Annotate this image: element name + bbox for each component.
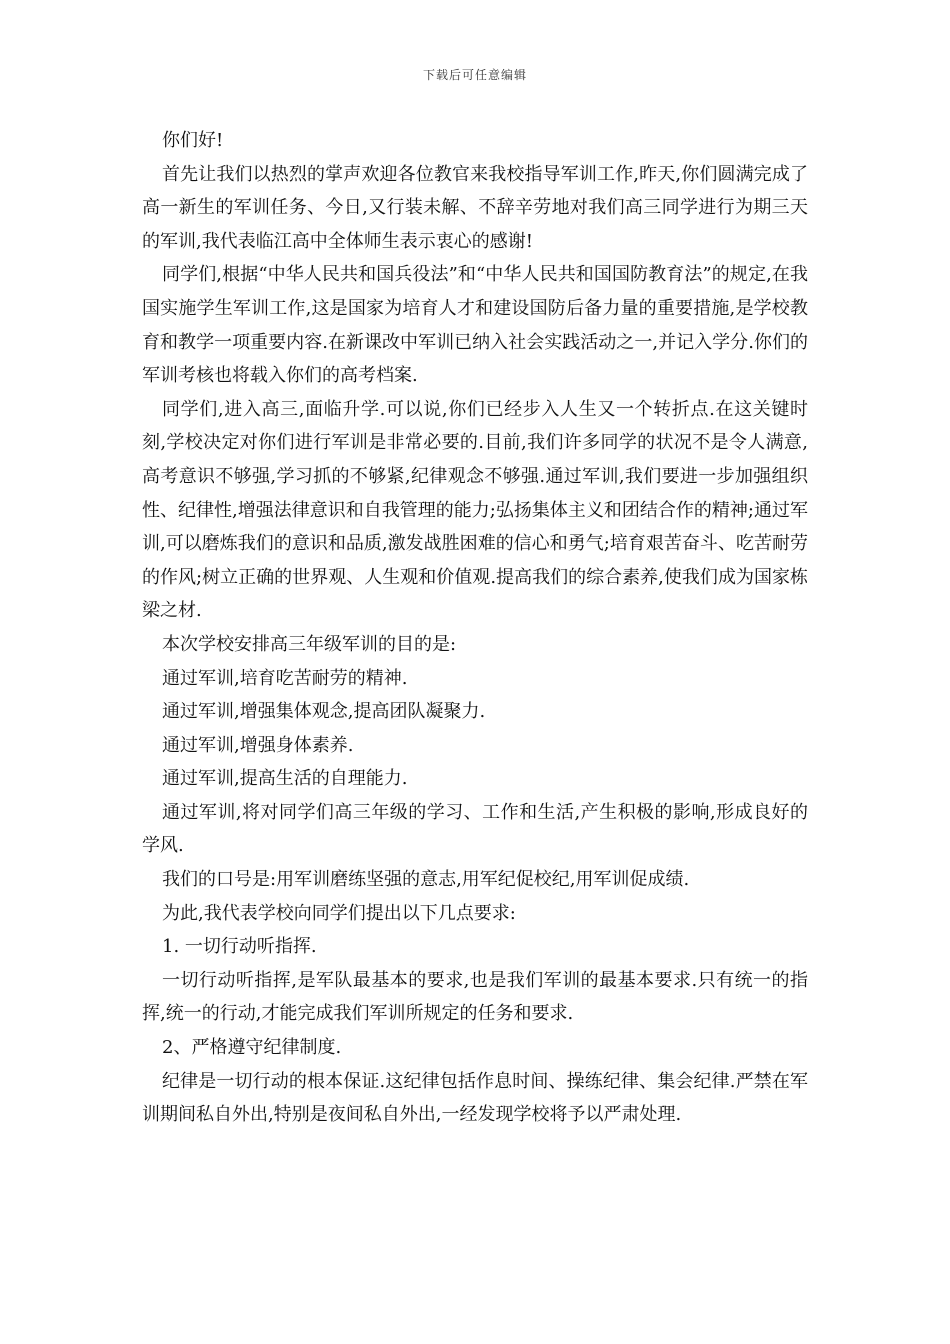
paragraph-goal-1: 通过军训,培育吃苦耐劳的精神. — [162, 667, 408, 689]
paragraph-goal-2: 通过军训,增强集体观念,提高团队凝聚力. — [162, 701, 486, 723]
paragraph-slogan: 我们的口号是:用军训磨练坚强的意志,用军纪促校纪,用军训促成绩. — [162, 869, 690, 891]
paragraph-turning-point: 同学们,进入高三,面临升学.可以说,你们已经步入人生又一个转折点.在这关键时刻,学校决定对你们进行军训是非常必要的.目前,我们许多同学的状况不是令人满意,高考意识不够强,学习抓的不够紧,纪律观念不够强.通过军训,我们要进一步加强组织性、纪律性,增强法律意识和自我管理的能力;弘扬集体主义和团结合作的精神;通过军训,可以磨炼我们的意识和品质,激发战胜困难的信心和勇气;培育艰苦奋斗、吃苦耐劳的作风;树立正确的世界观、人生观和价值观.提高我们的综合素养,使我们成为国家栋梁之材. — [142, 398, 808, 622]
paragraph-goal-5: 通过军训,将对同学们高三年级的学习、工作和生活,产生积极的影响,形成良好的学风. — [142, 801, 808, 857]
paragraph-law-basis: 同学们,根据“中华人民共和国兵役法”和“中华人民共和国国防教育法”的规定,在我国实施学生军训工作,这是国家为培育人才和建设国防后备力量的重要措施,是学校教育和教学一项重要内容.在新课改中军训已纳入社会实践活动之一,并记入学分.你们的军训考核也将载入你们的高考档案. — [142, 264, 808, 387]
heading-requirement-1: 1. 一切行动听指挥. — [162, 936, 317, 958]
paragraph-requirement-2: 纪律是一切行动的根本保证.这纪律包括作息时间、操练纪律、集会纪律.严禁在军训期间私自外出,特别是夜间私自外出,一经发现学校将予以严肃处理. — [142, 1070, 808, 1126]
paragraph-welcome: 首先让我们以热烈的掌声欢迎各位教官来我校指导军训工作,昨天,你们圆满完成了高一新生的军训任务、今日,又行装未解、不辞辛劳地对我们高三同学进行为期三天的军训,我代表临江高中全体师生表示衷心的感谢! — [142, 163, 808, 252]
document-body — [142, 124, 808, 1132]
heading-requirement-2: 2、严格遵守纪律制度. — [162, 1037, 342, 1059]
paragraph-goal-3: 通过军训,增强身体素养. — [162, 734, 354, 756]
page-header: 下载后可任意编辑 — [422, 68, 527, 82]
paragraph-goal-4: 通过军训,提高生活的自理能力. — [162, 768, 408, 790]
paragraph-goals-intro: 本次学校安排高三年级军训的目的是: — [162, 633, 457, 655]
paragraph-requirement-1: 一切行动听指挥,是军队最基本的要求,也是我们军训的最基本要求.只有统一的指挥,统一的行动,才能完成我们军训所规定的任务和要求. — [142, 969, 808, 1025]
paragraph-requirements-intro: 为此,我代表学校向同学们提出以下几点要求: — [162, 902, 516, 924]
paragraph-greeting: 你们好! — [162, 130, 224, 151]
